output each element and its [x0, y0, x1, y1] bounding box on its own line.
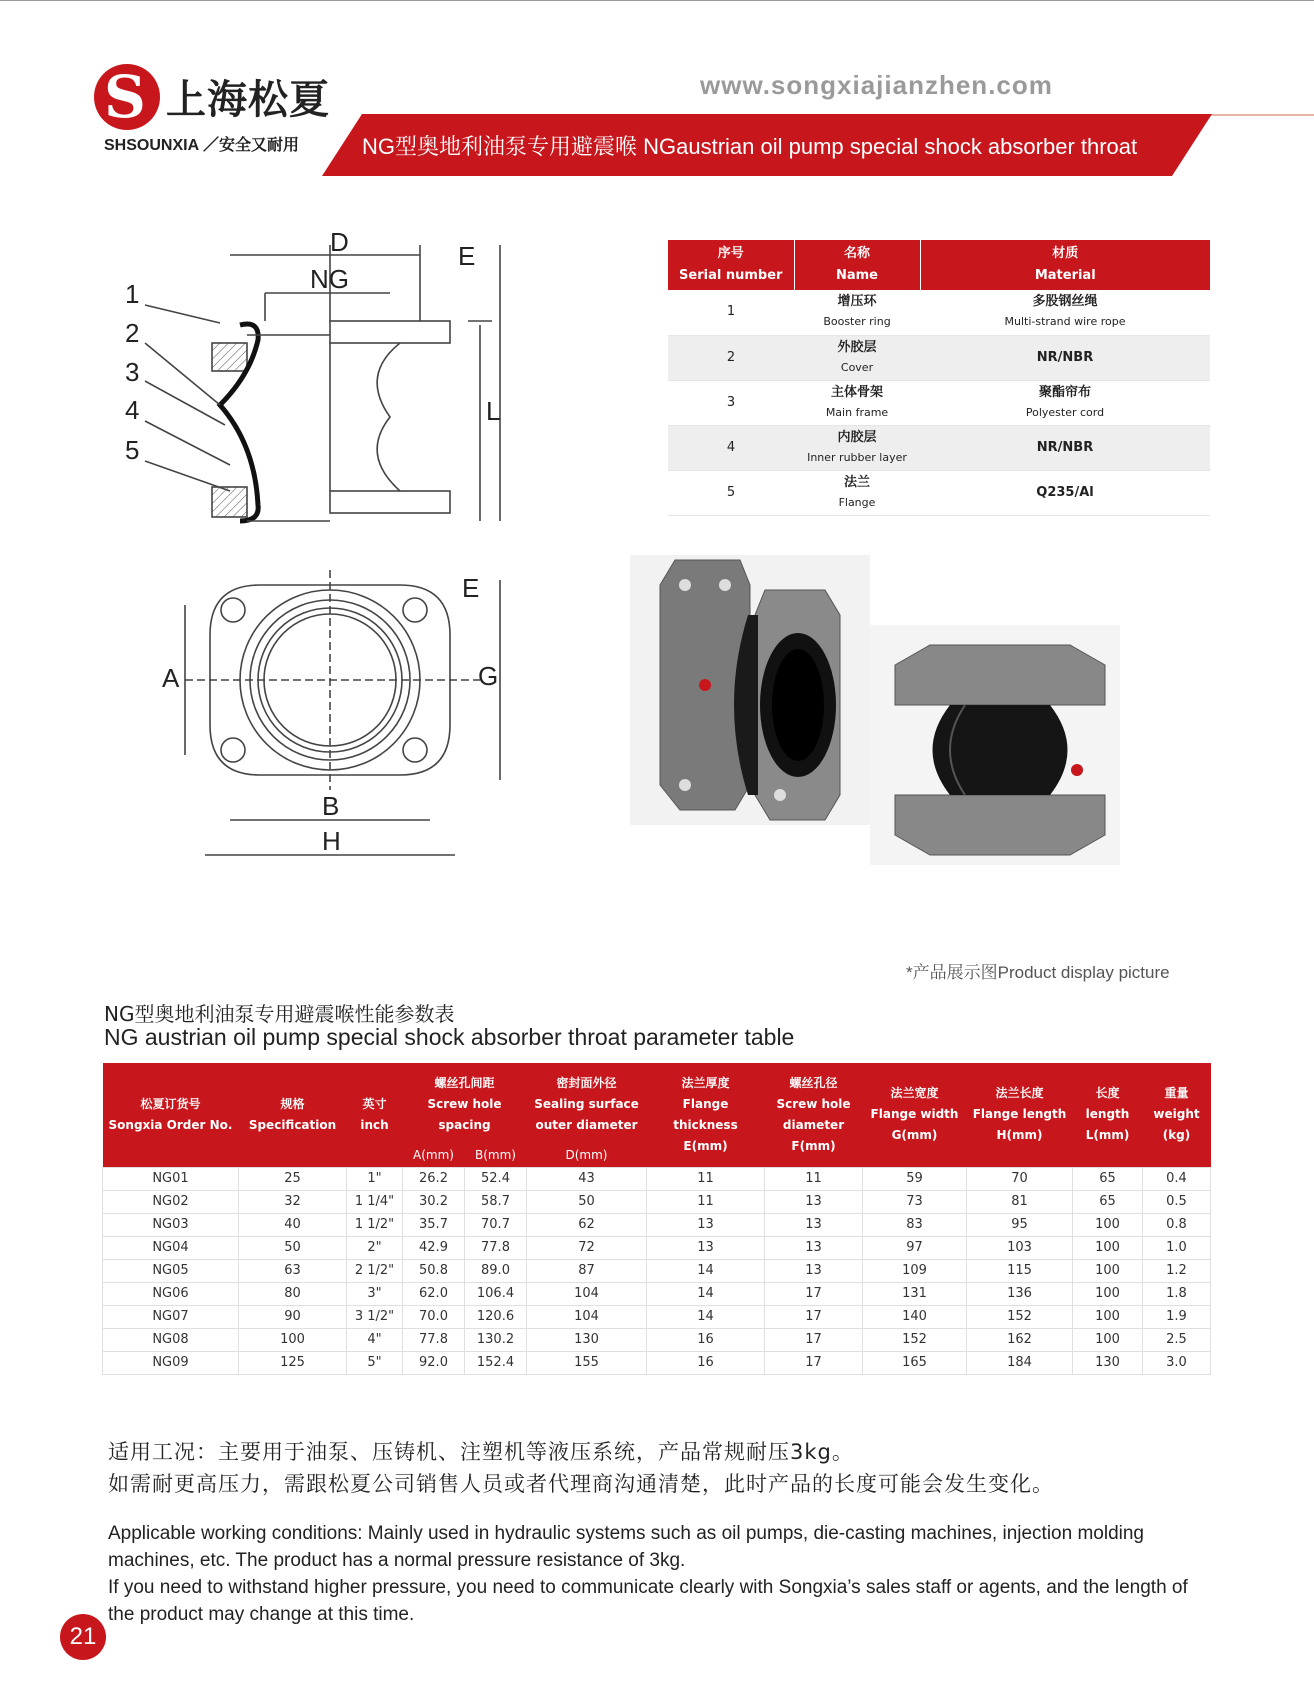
table-cell: 155 [527, 1351, 647, 1374]
order-code-cell: NG06 [103, 1282, 239, 1305]
table-cell: 70.7 [465, 1213, 527, 1236]
order-code-cell: NG05 [103, 1259, 239, 1282]
table-cell: 0.8 [1143, 1213, 1211, 1236]
table-cell: 100 [239, 1328, 347, 1351]
table-cell: 65 [1073, 1167, 1143, 1190]
table-cell: 92.0 [403, 1351, 465, 1374]
table-cell: 13 [765, 1190, 863, 1213]
table-cell: 77.8 [403, 1328, 465, 1351]
table-cell: 83 [863, 1213, 967, 1236]
table-row [103, 1213, 1211, 1236]
header-flange-length: 法兰长度 Flange length H(mm) [967, 1063, 1073, 1167]
table-cell: 152 [863, 1328, 967, 1351]
table-cell: 100 [1073, 1236, 1143, 1259]
table-cell: 130 [1073, 1351, 1143, 1374]
header-flange-thickness: 法兰厚度 Flange thickness E(mm) [647, 1063, 765, 1167]
table-cell: 165 [863, 1351, 967, 1374]
mat-header-serial: 序号 Serial number [668, 240, 794, 290]
table-cell: 1 1/4" [347, 1190, 403, 1213]
header-sub-d: D(mm) [527, 1145, 647, 1167]
table-cell: 70 [967, 1167, 1073, 1190]
table-cell: 1.9 [1143, 1305, 1211, 1328]
table-cell: 1.2 [1143, 1259, 1211, 1282]
table-cell: 62.0 [403, 1282, 465, 1305]
technical-drawing [100, 225, 660, 925]
dim-label-l: L [486, 396, 501, 426]
product-photo-2 [870, 625, 1120, 865]
header-screw-spacing: 螺丝孔间距 Screw hole spacing [403, 1063, 527, 1145]
table-row [103, 1259, 1211, 1282]
table-cell: 109 [863, 1259, 967, 1282]
table-cell: 30.2 [403, 1190, 465, 1213]
table-cell: 152.4 [465, 1351, 527, 1374]
table-cell: 100 [1073, 1328, 1143, 1351]
header-length: 长度 length L(mm) [1073, 1063, 1143, 1167]
photo-caption: *产品展示图Product display picture [906, 963, 1170, 982]
order-code-cell: NG03 [103, 1213, 239, 1236]
table-cell: 80 [239, 1282, 347, 1305]
table-cell: 43 [527, 1167, 647, 1190]
table-cell: 100 [1073, 1305, 1143, 1328]
table-cell: 106.4 [465, 1282, 527, 1305]
header-weight: 重量 weight (kg) [1143, 1063, 1211, 1167]
table-cell: 11 [647, 1167, 765, 1190]
header-inch: 英寸 inch [347, 1063, 403, 1167]
dim-label-e-bottom: E [462, 573, 480, 603]
logo-s-icon: S [104, 63, 146, 131]
logo-chinese-name: 上海松夏 [166, 77, 330, 123]
table-cell: 87 [527, 1259, 647, 1282]
header-spec: 规格 Specification [239, 1063, 347, 1167]
table-cell: 131 [863, 1282, 967, 1305]
table-cell: 100 [1073, 1259, 1143, 1282]
order-code-cell: NG07 [103, 1305, 239, 1328]
dim-label-ng: NG [310, 264, 349, 294]
table-cell: 40 [239, 1213, 347, 1236]
header-order-no: 松夏订货号 Songxia Order No. [103, 1063, 239, 1167]
order-code-cell: NG04 [103, 1236, 239, 1259]
table-cell: 13 [647, 1236, 765, 1259]
table-cell: 130.2 [465, 1328, 527, 1351]
table-row [103, 1236, 1211, 1259]
table-cell: 50 [527, 1190, 647, 1213]
dim-label-g: G [478, 661, 499, 691]
table-cell: 136 [967, 1282, 1073, 1305]
note-cn-line-1: 适用工况：主要用于油泵、压铸机、注塑机等液压系统，产品常规耐压3kg。 [108, 1440, 854, 1464]
table-cell: 17 [765, 1328, 863, 1351]
table-cell: 73 [863, 1190, 967, 1213]
table-cell: 13 [765, 1213, 863, 1236]
table-cell: 130 [527, 1328, 647, 1351]
table-cell: 2" [347, 1236, 403, 1259]
table-cell: 100 [1073, 1282, 1143, 1305]
param-table-title-en: NG austrian oil pump special shock absorber throat parameter table [104, 1024, 795, 1050]
company-logo [94, 62, 344, 157]
header-flange-width: 法兰宽度 Flange width G(mm) [863, 1063, 967, 1167]
table-cell: 1.0 [1143, 1236, 1211, 1259]
table-cell: 72 [527, 1236, 647, 1259]
table-row [103, 1282, 1211, 1305]
table-cell: 50 [239, 1236, 347, 1259]
header-screw-diameter: 螺丝孔径 Screw hole diameter F(mm) [765, 1063, 863, 1167]
part-label-3: 3 [125, 357, 140, 387]
table-row: 1 增压环 Booster ring 多股钢丝绳 Multi-strand wire rope [668, 290, 1210, 335]
table-cell: 59 [863, 1167, 967, 1190]
dim-label-a: A [162, 663, 180, 693]
table-cell: 62 [527, 1213, 647, 1236]
top-rule [0, 0, 1314, 1]
table-cell: 77.8 [465, 1236, 527, 1259]
order-code-cell: NG09 [103, 1351, 239, 1374]
table-row [103, 1305, 1211, 1328]
table-cell: 3.0 [1143, 1351, 1211, 1374]
parameter-table [102, 1063, 1211, 1375]
header-sub-b: B(mm) [465, 1145, 527, 1167]
order-code-cell: NG01 [103, 1167, 239, 1190]
table-cell: 63 [239, 1259, 347, 1282]
table-cell: 2.5 [1143, 1328, 1211, 1351]
table-cell: 115 [967, 1259, 1073, 1282]
note-en-paragraph-1: Applicable working conditions: Mainly used in hydraulic systems such as oil pumps, die-casting machines, injection molding machines, etc. The product has a normal pressure resistance of 3kg. [108, 1523, 1145, 1571]
table-cell: 162 [967, 1328, 1073, 1351]
table-cell: 1 1/2" [347, 1213, 403, 1236]
table-row [103, 1351, 1211, 1374]
material-table [668, 240, 1210, 516]
table-row: 2 外胶层 Cover NR/NBR [668, 335, 1210, 380]
top-flange-section [212, 343, 247, 371]
table-cell: 1.8 [1143, 1282, 1211, 1305]
logo-slogan: SHSOUNXIA ／安全又耐用 [104, 137, 299, 154]
table-cell: 89.0 [465, 1259, 527, 1282]
table-cell: 17 [765, 1305, 863, 1328]
table-cell: 3 1/2" [347, 1305, 403, 1328]
table-cell: 120.6 [465, 1305, 527, 1328]
table-cell: 13 [647, 1213, 765, 1236]
table-cell: 42.9 [403, 1236, 465, 1259]
table-cell: 184 [967, 1351, 1073, 1374]
table-cell: 65 [1073, 1190, 1143, 1213]
table-cell: 35.7 [403, 1213, 465, 1236]
table-cell: 81 [967, 1190, 1073, 1213]
param-table-title-cn: NG型奥地利油泵专用避震喉性能参数表 [104, 1002, 455, 1026]
table-cell: 104 [527, 1282, 647, 1305]
dim-label-h: H [322, 826, 341, 856]
table-row [103, 1328, 1211, 1351]
table-cell: 2 1/2" [347, 1259, 403, 1282]
mat-header-name: 名称 Name [794, 240, 920, 290]
dim-label-b: B [322, 791, 340, 821]
dim-label-e-top: E [458, 241, 476, 271]
mat-header-material: 材质 Material [920, 240, 1210, 290]
table-cell: 50.8 [403, 1259, 465, 1282]
table-cell: 11 [765, 1167, 863, 1190]
table-row: 5 法兰 Flange Q235/Al [668, 470, 1210, 515]
table-cell: 16 [647, 1328, 765, 1351]
table-cell: 13 [765, 1259, 863, 1282]
dim-label-d: D [330, 227, 349, 257]
part-label-1: 1 [125, 279, 140, 309]
table-cell: 5" [347, 1351, 403, 1374]
table-cell: 4" [347, 1328, 403, 1351]
table-cell: 26.2 [403, 1167, 465, 1190]
table-cell: 32 [239, 1190, 347, 1213]
table-cell: 90 [239, 1305, 347, 1328]
table-cell: 17 [765, 1282, 863, 1305]
table-cell: 1" [347, 1167, 403, 1190]
product-photo-1 [630, 555, 870, 825]
table-cell: 13 [765, 1236, 863, 1259]
order-code-cell: NG02 [103, 1190, 239, 1213]
table-cell: 11 [647, 1190, 765, 1213]
table-cell: 95 [967, 1213, 1073, 1236]
table-cell: 152 [967, 1305, 1073, 1328]
table-cell: 100 [1073, 1213, 1143, 1236]
page-number: 21 [60, 1614, 106, 1660]
table-cell: 103 [967, 1236, 1073, 1259]
website-url: www.songxiajianzhen.com [700, 70, 1053, 100]
table-cell: 0.5 [1143, 1190, 1211, 1213]
table-row: 3 主体骨架 Main frame 聚酯帘布 Polyester cord [668, 380, 1210, 425]
banner-title: NG型奥地利油泵专用避震喉 NGaustrian oil pump special shock absorber throat [362, 134, 1138, 159]
table-cell: 0.4 [1143, 1167, 1211, 1190]
table-row: 4 内胶层 Inner rubber layer NR/NBR [668, 425, 1210, 470]
table-cell: 140 [863, 1305, 967, 1328]
table-row [103, 1167, 1211, 1190]
header-sealing-diameter: 密封面外径 Sealing surface outer diameter [527, 1063, 647, 1145]
table-row [103, 1190, 1211, 1213]
part-label-4: 4 [125, 395, 140, 425]
table-cell: 14 [647, 1282, 765, 1305]
product-photos [630, 555, 1210, 935]
header-sub-a: A(mm) [403, 1145, 465, 1167]
table-cell: 25 [239, 1167, 347, 1190]
table-cell: 125 [239, 1351, 347, 1374]
note-en-paragraph-2: If you need to withstand higher pressure, you need to communicate clearly with Songxia’s sales staff or agents, and the length of the product may change at this time. [108, 1577, 1188, 1625]
table-cell: 14 [647, 1259, 765, 1282]
part-label-5: 5 [125, 435, 140, 465]
note-cn-line-2: 如需耐更高压力，需跟松夏公司销售人员或者代理商沟通清楚，此时产品的长度可能会发生变化。 [108, 1472, 1054, 1496]
table-cell: 70.0 [403, 1305, 465, 1328]
table-cell: 14 [647, 1305, 765, 1328]
part-label-2: 2 [125, 318, 140, 348]
table-cell: 97 [863, 1236, 967, 1259]
table-cell: 52.4 [465, 1167, 527, 1190]
table-cell: 104 [527, 1305, 647, 1328]
table-cell: 17 [765, 1351, 863, 1374]
table-cell: 58.7 [465, 1190, 527, 1213]
table-cell: 16 [647, 1351, 765, 1374]
order-code-cell: NG08 [103, 1328, 239, 1351]
table-cell: 3" [347, 1282, 403, 1305]
